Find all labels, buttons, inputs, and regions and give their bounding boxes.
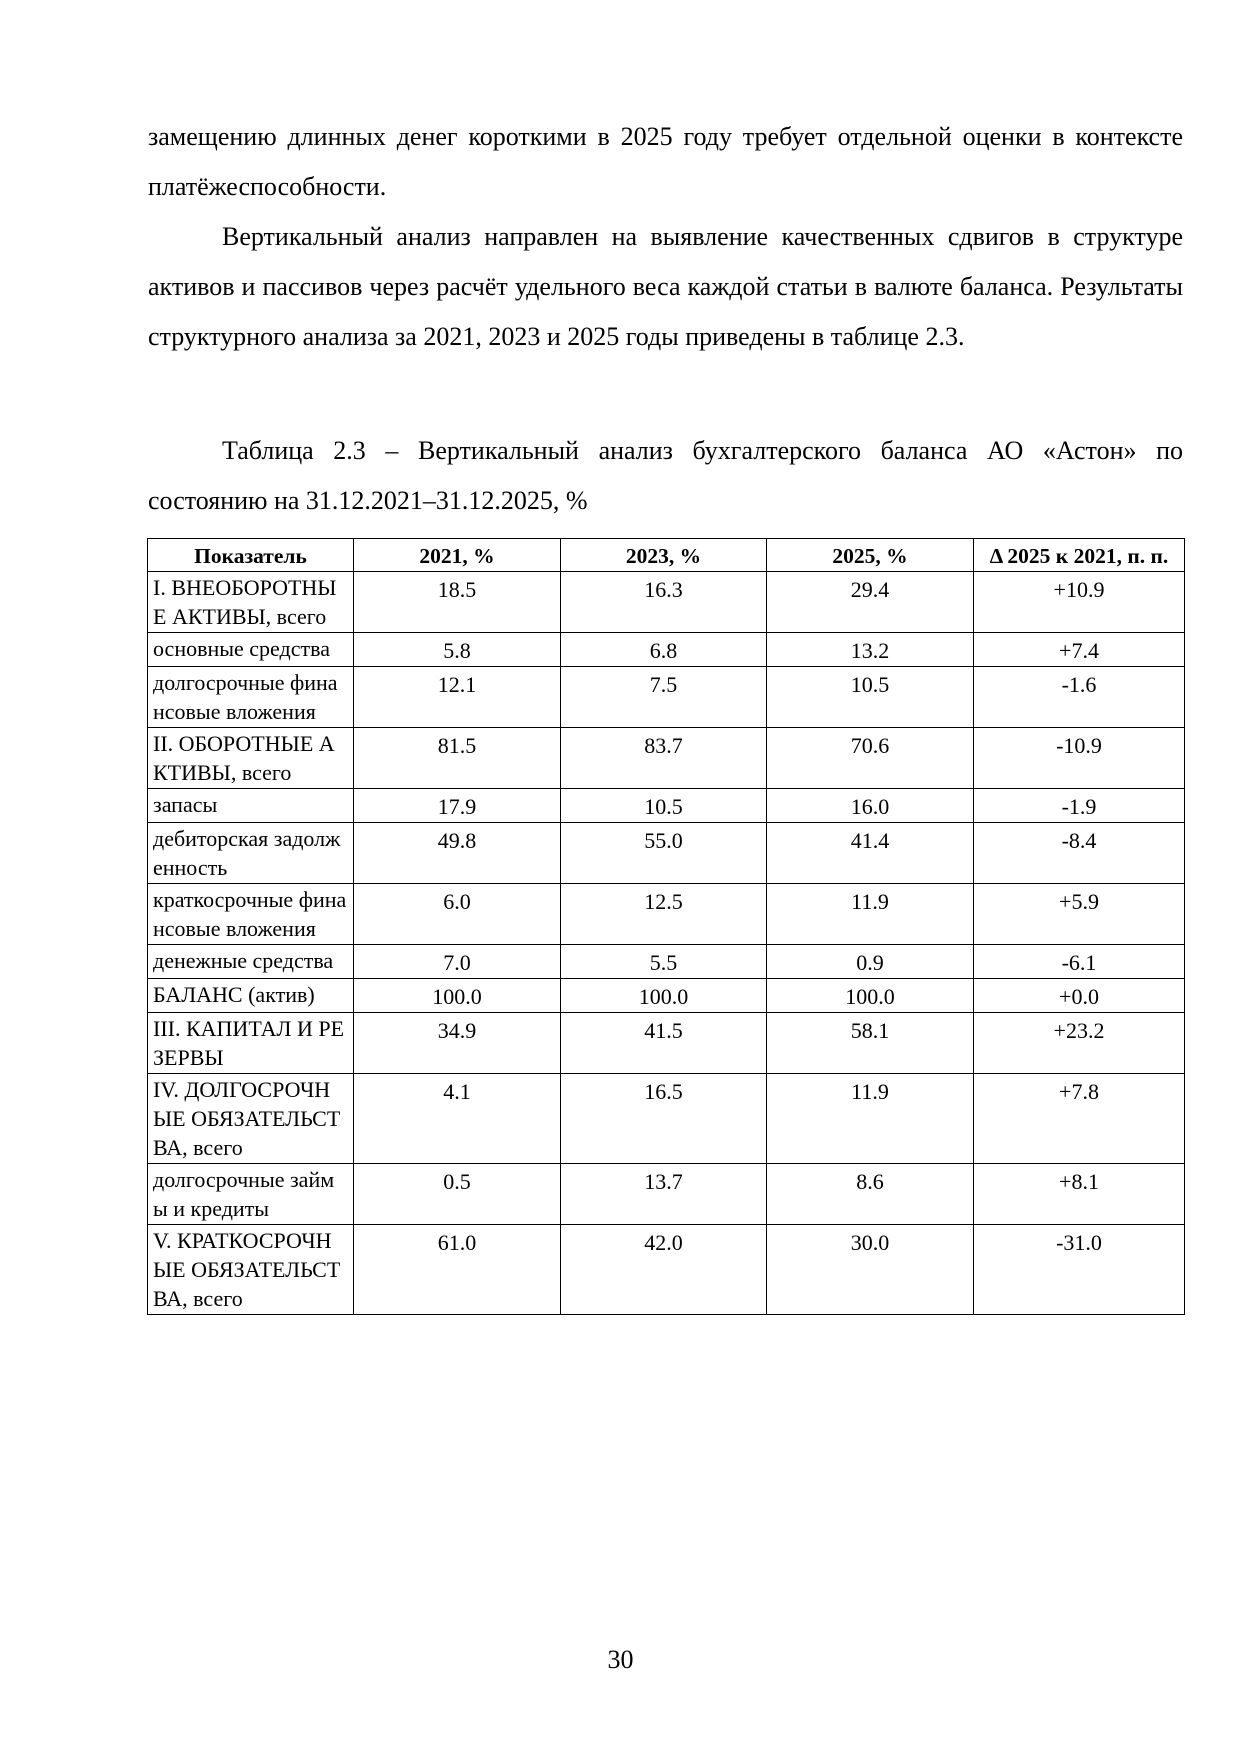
table-row (148, 1164, 1185, 1225)
cell-2021: 100.0 (354, 979, 561, 1013)
cell-delta: +5.9 (974, 884, 1185, 945)
paragraph-continuation: замещению длинных денег короткими в 2025 году требует отдельной оценки в контексте платёжеспособности. (148, 122, 1183, 201)
table-row (148, 945, 1185, 979)
table-row (148, 633, 1185, 667)
cell-2025: 30.0 (767, 1225, 974, 1315)
table-row (148, 823, 1185, 884)
table-row (148, 1074, 1185, 1164)
cell-2021: 7.0 (354, 945, 561, 979)
header-2025: 2025, % (767, 539, 974, 572)
cell-2025: 70.6 (767, 728, 974, 789)
table-row (148, 1225, 1185, 1315)
cell-2023: 100.0 (561, 979, 767, 1013)
cell-2023: 16.5 (561, 1074, 767, 1164)
cell-2021: 61.0 (354, 1225, 561, 1315)
cell-delta: -1.9 (974, 789, 1185, 823)
row-label: долгосрочные займы и кредиты (148, 1164, 354, 1225)
cell-2023: 5.5 (561, 945, 767, 979)
cell-2023: 6.8 (561, 633, 767, 667)
row-label: V. КРАТКОСРОЧНЫЕ ОБЯЗАТЕЛЬСТВА, всего (148, 1225, 354, 1315)
cell-delta: -8.4 (974, 823, 1185, 884)
header-delta: Δ 2025 к 2021, п. п. (974, 539, 1185, 572)
row-label: IV. ДОЛГОСРОЧНЫЕ ОБЯЗАТЕЛЬСТВА, всего (148, 1074, 354, 1164)
row-label: II. ОБОРОТНЫЕ АКТИВЫ, всего (148, 728, 354, 789)
cell-2023: 12.5 (561, 884, 767, 945)
cell-2021: 6.0 (354, 884, 561, 945)
cell-2023: 16.3 (561, 572, 767, 633)
header-2021: 2021, % (354, 539, 561, 572)
cell-delta: +23.2 (974, 1013, 1185, 1074)
paragraph-vertical-analysis: Вертикальный анализ направлен на выявление качественных сдвигов в структуре активов и пассивов через расчёт удельного веса каждой статьи в валюте баланса. Результаты структурного анализа за 2021, 2023 и 2025 годы приведены в таблице 2.3. (148, 222, 1183, 351)
table-row (148, 1013, 1185, 1074)
cell-2025: 8.6 (767, 1164, 974, 1225)
table-row (148, 789, 1185, 823)
header-2023: 2023, % (561, 539, 767, 572)
table-caption: Таблица 2.3 – Вертикальный анализ бухгалтерского баланса АО «Астон» по состоянию на 31.12.2021–31.12.2025, % (148, 436, 1183, 515)
row-label: денежные средства (148, 945, 354, 979)
page-number: 30 (607, 1645, 634, 1674)
table-row (148, 728, 1185, 789)
cell-2023: 42.0 (561, 1225, 767, 1315)
row-label: I. ВНЕОБОРОТНЫЕ АКТИВЫ, всего (148, 572, 354, 633)
header-indicator: Показатель (148, 539, 354, 572)
cell-2021: 4.1 (354, 1074, 561, 1164)
row-label: III. КАПИТАЛ И РЕЗЕРВЫ (148, 1013, 354, 1074)
cell-2021: 5.8 (354, 633, 561, 667)
cell-2025: 0.9 (767, 945, 974, 979)
cell-delta: -31.0 (974, 1225, 1185, 1315)
cell-2023: 41.5 (561, 1013, 767, 1074)
cell-2021: 34.9 (354, 1013, 561, 1074)
cell-delta: +7.4 (974, 633, 1185, 667)
row-label: запасы (148, 789, 354, 823)
cell-2025: 41.4 (767, 823, 974, 884)
cell-delta: +8.1 (974, 1164, 1185, 1225)
cell-2023: 55.0 (561, 823, 767, 884)
table-row (148, 979, 1185, 1013)
cell-delta: -1.6 (974, 667, 1185, 728)
cell-delta: -10.9 (974, 728, 1185, 789)
cell-2023: 83.7 (561, 728, 767, 789)
cell-2025: 29.4 (767, 572, 974, 633)
cell-2023: 7.5 (561, 667, 767, 728)
row-label: дебиторская задолженность (148, 823, 354, 884)
cell-2023: 13.7 (561, 1164, 767, 1225)
cell-delta: -6.1 (974, 945, 1185, 979)
cell-2021: 0.5 (354, 1164, 561, 1225)
row-label: БАЛАНС (актив) (148, 979, 354, 1013)
cell-2025: 58.1 (767, 1013, 974, 1074)
row-label: основные средства (148, 633, 354, 667)
table-header-row (148, 539, 1185, 572)
table-row (148, 572, 1185, 633)
cell-2023: 10.5 (561, 789, 767, 823)
cell-delta: +7.8 (974, 1074, 1185, 1164)
table-row (148, 884, 1185, 945)
cell-2025: 11.9 (767, 884, 974, 945)
row-label: краткосрочные финансовые вложения (148, 884, 354, 945)
cell-2021: 12.1 (354, 667, 561, 728)
cell-delta: +10.9 (974, 572, 1185, 633)
cell-2021: 81.5 (354, 728, 561, 789)
cell-2025: 10.5 (767, 667, 974, 728)
cell-2025: 16.0 (767, 789, 974, 823)
cell-delta: +0.0 (974, 979, 1185, 1013)
cell-2021: 18.5 (354, 572, 561, 633)
cell-2021: 49.8 (354, 823, 561, 884)
table-row (148, 667, 1185, 728)
cell-2025: 11.9 (767, 1074, 974, 1164)
vertical-analysis-table (147, 538, 1185, 1315)
cell-2025: 100.0 (767, 979, 974, 1013)
row-label: долгосрочные финансовые вложения (148, 667, 354, 728)
cell-2025: 13.2 (767, 633, 974, 667)
cell-2021: 17.9 (354, 789, 561, 823)
